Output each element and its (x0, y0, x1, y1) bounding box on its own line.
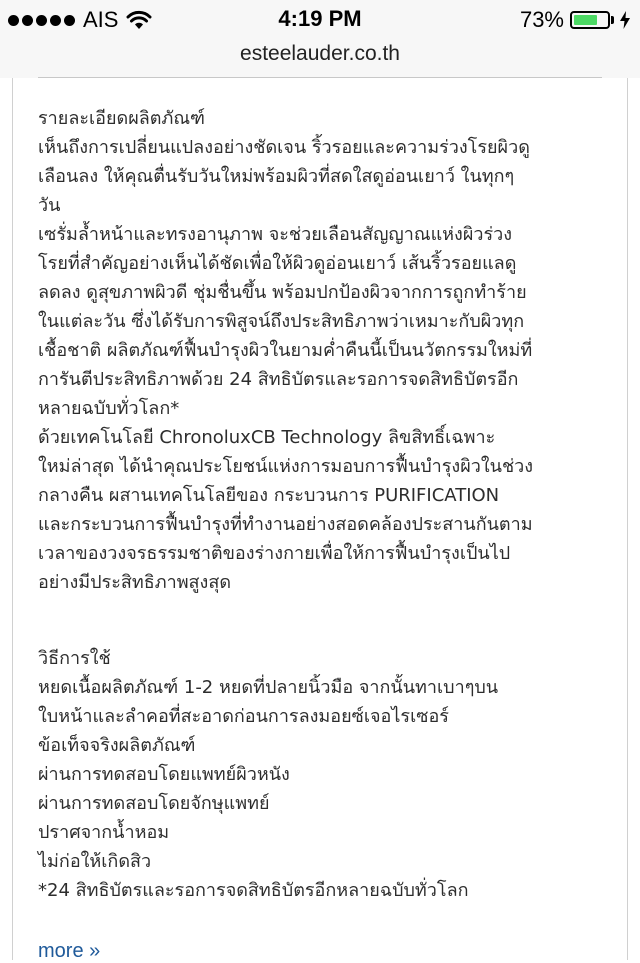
content-border-left (12, 78, 13, 960)
product-details-line: การันตีประสิทธิภาพด้วย 24 สิทธิบัตรและรอการจดสิทธิบัตรอีก (38, 369, 519, 390)
charging-bolt-icon (620, 11, 630, 29)
clock: 4:19 PM (278, 6, 362, 31)
product-details-line: เชื้อชาติ ผลิตภัณฑ์ฟื้นบำรุงผิวในยามค่ำคืนนี้เป็นนวัตกรรมใหม่ที่ (38, 340, 533, 361)
usage-line: ใบหน้าและลำคอที่สะอาดก่อนการลงมอยซ์เจอไรเซอร์ (38, 706, 449, 727)
usage-line: ไม่ก่อให้เกิดสิว (38, 851, 152, 872)
product-details-line: ใหม่ล่าสุด ได้นำคุณประโยชน์แห่งการมอบการฟื้นบำรุงผิวในช่วง (38, 456, 534, 477)
usage-line: ผ่านการทดสอบโดยแพทย์ผิวหนัง (38, 764, 290, 785)
product-details-line: เห็นถึงการเปลี่ยนแปลงอย่างชัดเจน ริ้วรอยและความร่วงโรยผิวดู (38, 137, 530, 158)
carrier-name: AIS (83, 7, 119, 32)
usage-line: ผ่านการทดสอบโดยจักษุแพทย์ (38, 793, 270, 814)
product-details-line: เลือนลง ให้คุณตื่นรับวันใหม่พร้อมผิวที่สดใสดูอ่อนเยาว์ ในทุกๆ (38, 166, 515, 187)
status-right (520, 7, 630, 33)
status-bar (0, 0, 640, 40)
usage-section (38, 644, 604, 905)
product-details-line: อย่างมีประสิทธิภาพสูงสุด (38, 572, 232, 593)
product-details-line: ด้วยเทคโนโลยี ChronoluxCB Technology ลิขสิทธิ์เฉพาะ (38, 427, 496, 448)
battery-icon (570, 11, 610, 29)
product-details-line: และกระบวนการฟื้นบำรุงที่ทำงานอย่างสอดคล้องประสานกันตาม (38, 514, 533, 535)
address-bar[interactable] (0, 40, 640, 78)
usage-line: *24 สิทธิบัตรและรอการจดสิทธิบัตรอีกหลายฉบับทั่วโลก (38, 880, 469, 901)
product-details-line: วัน (38, 195, 61, 216)
product-details-line: ในแต่ละวัน ซึ่งได้รับการพิสูจน์ถึงประสิทธิภาพว่าเหมาะกับผิวทุก (38, 311, 525, 332)
product-details-heading: รายละเอียดผลิตภัณฑ์ (38, 108, 205, 129)
usage-line: ข้อเท็จจริงผลิตภัณฑ์ (38, 735, 196, 756)
product-details-line: เวลาของวงจรธรรมชาติของร่างกายเพื่อให้การฟื้นบำรุงเป็นไป (38, 543, 511, 564)
battery-fill (574, 15, 597, 25)
content-border-right (627, 78, 628, 960)
url-text[interactable]: esteelauder.co.th (240, 42, 400, 65)
usage-heading: วิธีการใช้ (38, 648, 111, 669)
product-details-section (38, 104, 604, 597)
battery-tip (611, 16, 614, 24)
product-details-line: ลดลง ดูสุขภาพผิวดี ชุ่มชื่นขึ้น พร้อมปกป้องผิวจากการถูกทำร้าย (38, 282, 527, 303)
product-details-line: โรยที่สำคัญอย่างเห็นได้ชัดเพื่อให้ผิวดูอ่อนเยาว์ เส้นริ้วรอยแลดู (38, 253, 517, 274)
product-details-line: เซรั่มล้ำหน้าและทรงอานุภาพ จะช่วยเลือนสัญญาณแห่งผิวร่วง (38, 224, 513, 245)
usage-line: ปราศจากน้ำหอม (38, 822, 170, 843)
usage-line: หยดเนื้อผลิตภัณฑ์ 1-2 หยดที่ปลายนิ้วมือ จากนั้นทาเบาๆบน (38, 677, 499, 698)
product-details-line: หลายฉบับทั่วโลก* (38, 398, 180, 419)
battery-percent: 73% (519, 7, 564, 32)
more-link[interactable]: more » (38, 940, 101, 962)
product-details-line: กลางคืน ผสานเทคโนโลยีของ กระบวนการ PURIFICATION (38, 485, 500, 506)
